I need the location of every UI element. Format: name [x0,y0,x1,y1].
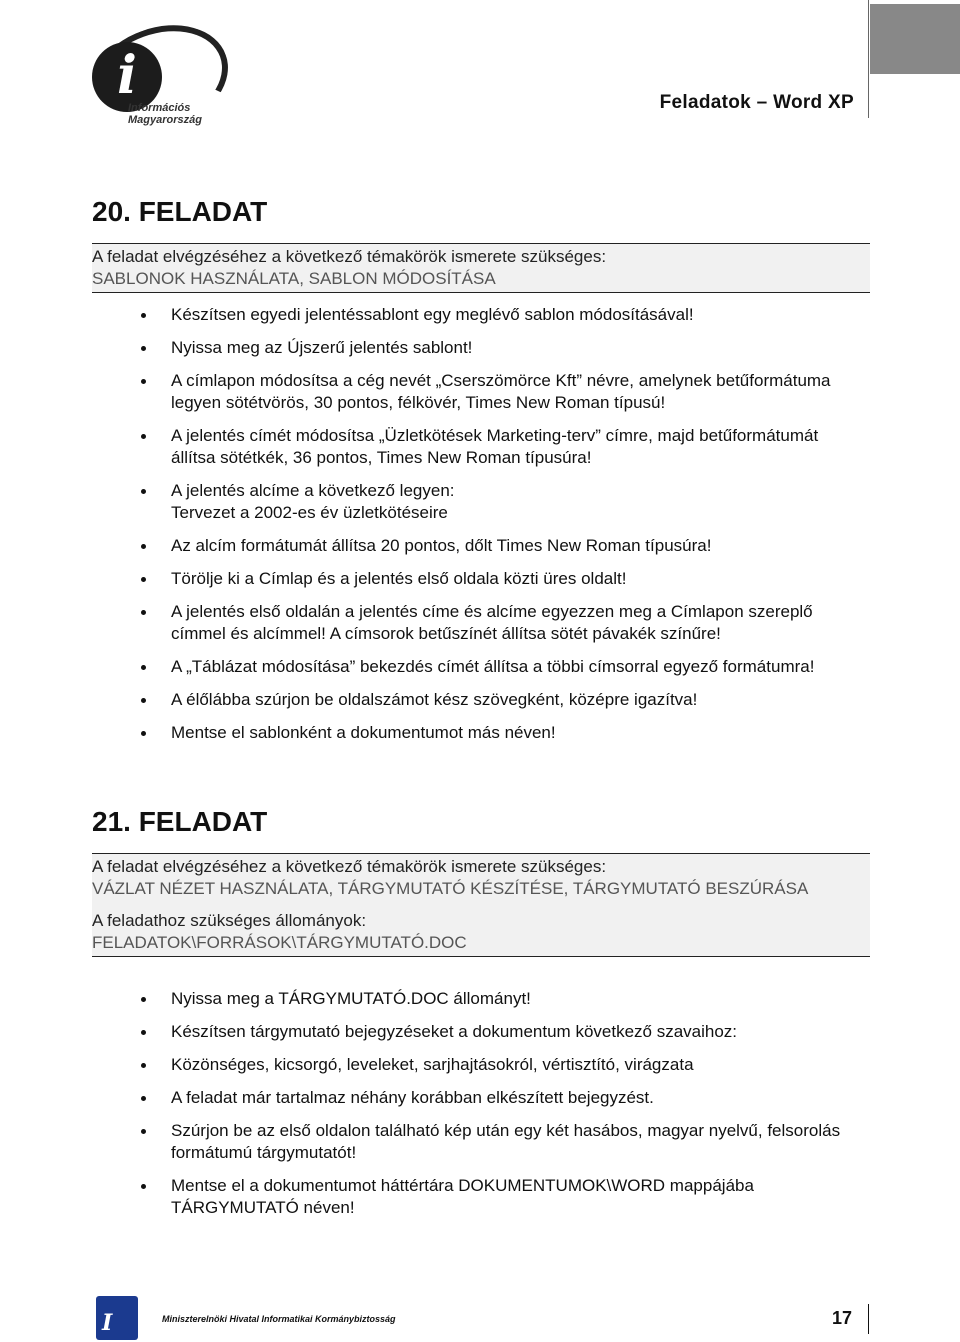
task21-files-path: FELADATOK\FORRÁSOK\TÁRGYMUTATÓ.DOC [92,933,467,952]
task20-req-topic: SABLONOK HASZNÁLATA, SABLON MÓDOSÍTÁSA [92,269,496,288]
page-number: 17 [832,1308,853,1328]
list-item: Nyissa meg az Újszerű jelentés sablont! [92,337,852,359]
task20-title: 20. FELADAT [92,196,268,227]
logo-text [128,102,202,126]
header-title: Feladatok – Word XP [659,92,854,113]
list-item: Készítsen egyedi jelentéssablont egy meglévő sablon módosításával! [92,304,852,326]
header-gray-box [870,4,960,74]
task20-bullet-list [92,304,852,755]
list-item: A feladat már tartalmaz néhány korábban elkészített bejegyzést. [92,1087,852,1109]
task21-requirements [92,853,870,957]
list-item: A „Táblázat módosítása” bekezdés címét állítsa a többi címsorral egyező formátumra! [92,656,852,678]
list-item: Mentse el sablonként a dokumentumot más néven! [92,722,852,744]
list-item: Közönséges, kicsorgó, leveleket, sarjhajtásokról, vértisztító, virágzata [92,1054,852,1076]
logo-text-line1: Információs [128,102,191,114]
task21-bullet-list [92,988,852,1230]
list-item: A jelentés alcíme a következő legyen: Tervezet a 2002-es év üzletkötéseire [92,480,852,524]
task21-title: 21. FELADAT [92,806,268,837]
list-item: Szúrjon be az első oldalon található kép után egy két hasábos, magyar nyelvű, felsorolás formátumú tárgymutatót! [92,1120,852,1164]
list-item: A jelentés címét módosítsa „Üzletkötések Marketing-terv” címre, majd betűformátumát állítsa sötétkék, 36 pontos, Times New Roman típusúra! [92,425,852,469]
list-item: A címlapon módosítsa a cég nevét „Cserszömörce Kft” névre, amelynek betűformátuma legyen sötétvörös, 30 pontos, félkövér, Times New Roman típusú! [92,370,852,414]
header-divider [868,0,869,118]
logo-text-line2: Magyarország [128,114,202,126]
task21-req-topic: VÁZLAT NÉZET HASZNÁLATA, TÁRGYMUTATÓ KÉSZÍTÉSE, TÁRGYMUTATÓ BESZÚRÁSA [92,879,809,898]
list-item: A jelentés első oldalán a jelentés címe és alcíme egyezzen meg a Címlapon szereplő címmel és alcímmel! A címsorok betűszínét állítsa sötét pávakék színűre! [92,601,852,645]
footer-divider [868,1304,869,1334]
logo [70,20,260,130]
list-item: A élőlábba szúrjon be oldalszámot kész szövegként, középre igazítva! [92,689,852,711]
list-item: Mentse el a dokumentumot háttértára DOKUMENTUMOK\WORD mappájába TÁRGYMUTATÓ néven! [92,1175,852,1219]
list-item: Törölje ki a Címlap és a jelentés első oldala közti üres oldalt! [92,568,852,590]
task21-files-intro: A feladathoz szükséges állományok: [92,911,367,930]
task21-req-intro: A feladat elvégzéséhez a következő témakörök ismerete szükséges: [92,857,607,876]
list-item: Az alcím formátumát állítsa 20 pontos, dőlt Times New Roman típusúra! [92,535,852,557]
list-item: Nyissa meg a TÁRGYMUTATÓ.DOC állományt! [92,988,852,1010]
task20-req-intro: A feladat elvégzéséhez a következő témakörök ismerete szükséges: [92,247,607,266]
footer-organization: Miniszterelnöki Hivatal Informatikai Kormánybiztosság [162,1314,396,1324]
list-item: Készítsen tárgymutató bejegyzéseket a dokumentum következő szavaihoz: [92,1021,852,1043]
logo-i-icon: i [117,45,137,106]
footer-logo-letter: I [102,1310,113,1336]
footer-logo [96,1296,138,1340]
task20-requirements [92,243,870,293]
